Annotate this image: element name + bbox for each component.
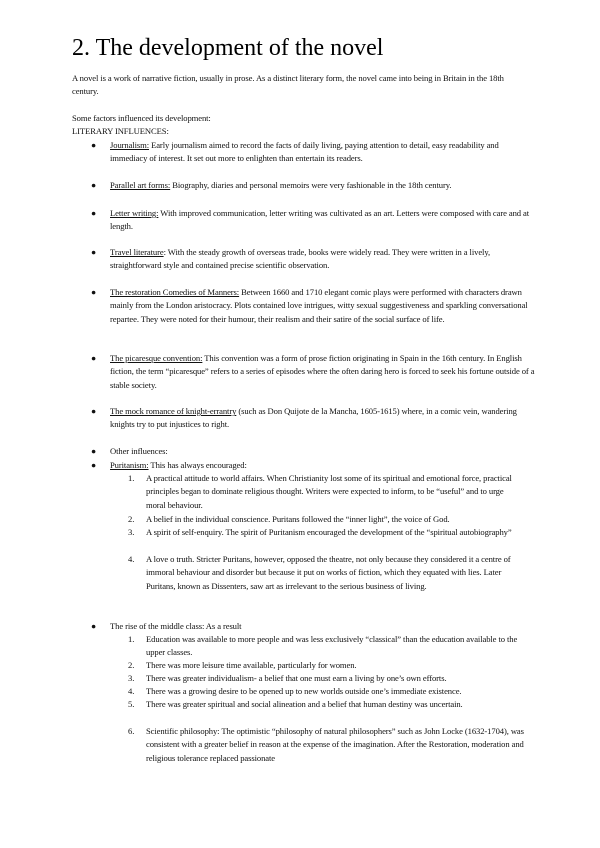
item-text: There was a growing desire to be opened up to new worlds outside one’s immediate existence. <box>146 686 462 696</box>
term-description: This convention was a form of prose fiction originating in Spain in the 16th century. In English fiction, the term “picaresque” refers to a series of episodes where the often daring hero is forced to seek his fortune outside of a stable society. <box>110 353 535 390</box>
item-text: Scientific philosophy: The optimistic “philosophy of natural philosophers” such as John Locke (1632-1704), was consistent with a greater belief in reason at the expense of the imagination. After the Restoration, moderation and religious tolerance replaced passionate <box>146 726 524 763</box>
term-label: Parallel art forms: <box>110 180 171 190</box>
term-description: Early journalism aimed to record the facts of daily living, paying attention to detail, easy readability and immediacy of interest. It set out more to enlighten than entertain its readers. <box>110 140 499 164</box>
bullet-icon: ● <box>91 247 97 257</box>
term-description: With improved communication, letter writing was cultivated as an art. Letters were composed with care and at length. <box>110 208 530 232</box>
list-item-text: The rise of the middle class: As a result <box>110 621 242 631</box>
bullet-icon: ● <box>91 208 97 218</box>
list-item-text <box>110 246 535 273</box>
literary-heading: LITERARY INFLUENCES: <box>72 126 169 136</box>
intro-paragraph: A novel is a work of narrative fiction, usually in prose. As a distinct literary form, the novel came into being in Britain in the 18th century. <box>72 73 504 97</box>
term-description: (such as Don Quijote de la Mancha, 1605-1615) where, in a comic vein, wandering knights try to put injustices to right. <box>110 406 517 430</box>
list-item-text <box>110 179 535 192</box>
term-label: Letter writing: <box>110 208 159 218</box>
factors-intro: Some factors influenced its development: <box>72 113 211 123</box>
bullet-icon: ● <box>91 287 97 297</box>
bullet-icon: ● <box>91 180 97 190</box>
term-description: This has always encouraged: <box>148 460 247 470</box>
term-description: Biography, diaries and personal memoirs were very fashionable in the 18th century. <box>170 180 452 190</box>
item-number: 3. <box>128 673 135 683</box>
list-item-text <box>110 286 535 326</box>
list-item-text <box>110 207 535 234</box>
term-label: The restoration Comedies of Manners: <box>110 287 240 297</box>
bullet-icon: ● <box>91 406 97 416</box>
list-item-text <box>110 352 535 392</box>
item-number: 3. <box>128 527 135 537</box>
term-description: Between 1660 and 1710 elegant comic plays were performed with characters drawn mainly from the London aristocracy. Plots contained love intrigues, witty sexual suggestiveness and sparkling conversational repartee. They were noted for their humour, their realism and their satire of the social surface of life. <box>110 287 528 324</box>
item-number: 1. <box>128 473 135 483</box>
item-text: There was greater spiritual and social alineation and a belief that human destiny was uncertain. <box>146 699 463 709</box>
term-label: The picaresque convention: <box>110 353 203 363</box>
item-number: 6. <box>128 726 135 736</box>
list-item-text <box>110 405 535 432</box>
item-text: A love o truth. Stricter Puritans, however, opposed the theatre, not only because they considered it a centre of immoral behaviour and disorder but because it put on works of fiction, which they equated with lies. Later Puritans, known as Dissenters, saw art as irrelevant to the serious business of living. <box>146 554 511 591</box>
item-text: A spirit of self-enquiry. The spirit of Puritanism encouraged the development of the “spiritual autobiography” <box>146 527 512 537</box>
item-text: There was more leisure time available, particularly for women. <box>146 660 357 670</box>
bullet-icon: ● <box>91 446 97 456</box>
bullet-icon: ● <box>91 460 97 470</box>
term-label: Journalism: <box>110 140 150 150</box>
term-label: Travel literature <box>110 247 164 257</box>
item-number: 2. <box>128 514 135 524</box>
item-text: A practical attitude to world affairs. When Christianity lost some of its spiritual and emotional force, practical principles began to dominate religious thought. Writers were expected to inform, to be “useful” and to urge moral behaviour. <box>146 473 512 510</box>
item-text: A belief in the individual conscience. Puritans followed the “inner light”, the voice of God. <box>146 514 450 524</box>
item-number: 4. <box>128 554 135 564</box>
item-number: 4. <box>128 686 135 696</box>
item-number: 1. <box>128 634 135 644</box>
item-text: There was greater individualism- a belief that one must earn a living by one’s own efforts. <box>146 673 447 683</box>
list-item-text <box>110 139 535 166</box>
item-text: Education was available to more people and was less exclusively “classical” than the education available to the upper classes. <box>146 634 518 658</box>
bullet-icon: ● <box>91 621 97 631</box>
bullet-icon: ● <box>91 353 97 363</box>
list-item-text: Other influences: <box>110 446 168 456</box>
bullet-icon: ● <box>91 140 97 150</box>
page-title: 2. The development of the novel <box>72 35 384 61</box>
item-number: 2. <box>128 660 135 670</box>
term-label: The mock romance of knight-errantry <box>110 406 237 416</box>
term-label: Puritanism: <box>110 460 149 470</box>
term-description: : With the steady growth of overseas trade, books were widely read. They were written in a lively, straightforward style and contained precise scientific observation. <box>110 247 491 271</box>
list-item-text <box>110 459 535 472</box>
item-number: 5. <box>128 699 135 709</box>
